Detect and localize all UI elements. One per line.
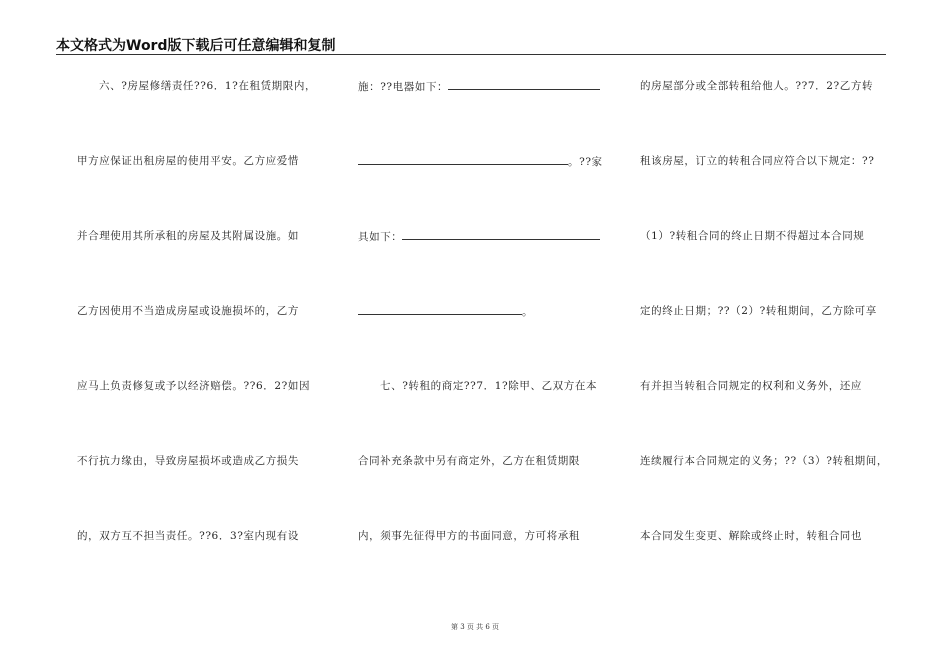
- text-line: 六、?房屋修缮责任??6．1?在租赁期限内，: [99, 80, 317, 92]
- text-column-2: [358, 0, 648, 600]
- fill-in-blank: [402, 229, 600, 240]
- text-line: 应马上负责修复或予以经济赔偿。??6．2?如因: [77, 380, 311, 392]
- text-line: 租该房屋，订立的转租合同应符合以下规定：??: [640, 155, 875, 167]
- header-title: 本文格式为Word版下载后可任意编辑和复制: [56, 38, 336, 54]
- page-number: 第 3 页 共 6 页: [450, 623, 500, 631]
- text-line-prefix: 施：??电器如下：: [358, 81, 449, 93]
- text-column-1: [77, 0, 367, 600]
- text-line: 定的终止日期；??（2）?转租期间，乙方除可享: [640, 305, 877, 317]
- text-line: 乙方因使用不当造成房屋或设施损坏的，乙方: [77, 305, 299, 317]
- text-line-with-blank: [358, 79, 600, 94]
- text-line-suffix: 。??家: [568, 156, 603, 168]
- text-line-prefix: 具如下：: [358, 231, 403, 243]
- text-line: 有并担当转租合同规定的权利和义务外，还应: [640, 380, 862, 392]
- text-line-with-blank: [358, 154, 603, 169]
- text-line: 不行抗力缘由，导致房屋损坏或造成乙方损失: [77, 455, 299, 467]
- text-line: 并合理使用其所承租的房屋及其附属设施。如: [77, 230, 299, 242]
- text-line-suffix: 。: [522, 306, 534, 318]
- text-column-3: [640, 0, 930, 600]
- text-line: 甲方应保证出租房屋的使用平安。乙方应爱惜: [77, 155, 299, 167]
- text-line-with-blank: [358, 304, 533, 319]
- text-line: 内，须事先征得甲方的书面同意，方可将承租: [358, 530, 580, 542]
- text-line: 连续履行本合同规定的义务；??（3）?转租期间，: [640, 455, 888, 467]
- text-line-with-blank: [358, 229, 600, 244]
- fill-in-blank: [448, 79, 600, 90]
- text-line: 的，双方互不担当责任。??6．3?室内现有设: [77, 530, 299, 542]
- text-line: 七、?转租的商定??7．1?除甲、乙双方在本: [380, 380, 598, 392]
- text-line: 合同补充条款中另有商定外，乙方在租赁期限: [358, 455, 580, 467]
- text-line: 的房屋部分或全部转租给他人。??7．2?乙方转: [640, 80, 874, 92]
- fill-in-blank: [358, 154, 568, 165]
- fill-in-blank: [358, 304, 522, 315]
- text-line: （1）?转租合同的终止日期不得超过本合同规: [640, 230, 865, 242]
- text-line: 本合同发生变更、解除或终止时，转租合同也: [640, 530, 862, 542]
